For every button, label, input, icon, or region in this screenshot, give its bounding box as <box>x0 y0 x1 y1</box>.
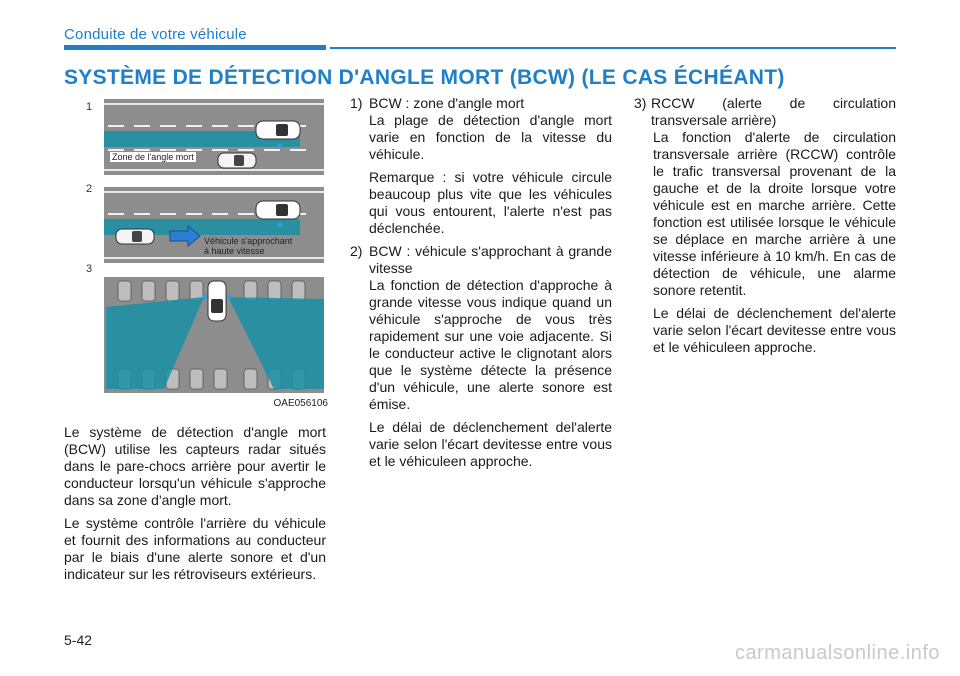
intro-paragraph-2: Le système contrôle l'arrière du véhicule et fournit des informations au conducteur par le biais d'une alerte sonore et d'un indicateur sur les rétroviseurs extérieurs. <box>64 515 326 582</box>
panel-rear-cross-traffic <box>104 277 324 393</box>
figure-number-3: 3 <box>86 263 93 275</box>
item-3-paragraph-1: La fonction d'alerte de circulation transversale arrière (RCCW) contrôle le trafic transversal provenant de la gauche et de la droite lorsque votre véhicule est en marche arrière. Cette fonction est utilisée lorsque le véhicule se déplace en marche arrière à une vitesse inférieure à 10 km/h. En cas de détection de véhicule, une alarme sonore retentit. <box>653 129 896 298</box>
item-1-paragraph-1: La plage de détection d'angle mort varie en fonction de la vitesse du véhicule. <box>369 112 612 162</box>
bcw-figure <box>84 95 328 413</box>
item-1-paragraph-2: Remarque : si votre véhicule circule beaucoup plus vite que les véhicules qui vous entourent, l'alerte n'est pas déclenchée. <box>369 169 612 236</box>
figure-number-2: 2 <box>86 183 93 195</box>
list-item-rccw <box>634 95 896 129</box>
item-title: RCCW (alerte de circulation transversale arrière) <box>651 95 896 128</box>
item-2-paragraph-2: Le délai de déclenchement del'alerte varie selon l'écart devitesse entre vous et le véhiculeen approche. <box>369 419 612 469</box>
panel-blind-spot <box>104 99 324 175</box>
watermark: carmanualsonline.info <box>734 642 940 664</box>
list-item-bcw-zone <box>350 95 612 112</box>
header-rule-thick <box>64 45 326 50</box>
label-zone: Zone de l'angle mort <box>112 152 194 162</box>
item-title: BCW : zone d'angle mort <box>369 95 525 111</box>
column-intro <box>64 424 326 589</box>
item-number: 1) <box>350 95 363 111</box>
label-vehicle-line1: Véhicule s'approchant <box>204 236 293 246</box>
item-3-paragraph-2: Le délai de déclenchement del'alerte varie selon l'écart devitesse entre vous et le véhiculeen approche. <box>653 305 896 355</box>
section-header: Conduite de votre véhicule <box>64 26 247 43</box>
label-vehicle-line2: à haute vitesse <box>204 246 265 256</box>
item-title: BCW : véhicule s'approchant à grande vitesse <box>369 243 612 276</box>
page-title: SYSTÈME DE DÉTECTION D'ANGLE MORT (BCW) (LE CAS ÉCHÉANT) <box>64 66 785 89</box>
intro-paragraph-1: Le système de détection d'angle mort (BCW) utilise les capteurs radar situés dans le pare-chocs arrière pour avertir le conducteur lorsqu'un véhicule s'approche dans sa zone d'angle mort. <box>64 424 326 508</box>
list-item-bcw-fast <box>350 243 612 277</box>
item-2-paragraph-1: La fonction de détection d'approche à grande vitesse vous indique quand un véhicule s'approche de vous très rapidement sur une voie adjacente. Si le conducteur active le clignotant alors que le système détecte la présence d'un véhicule, une alerte sonore est émise. <box>369 277 612 412</box>
header-rule-thin <box>330 47 896 49</box>
figure-number-1: 1 <box>86 101 93 113</box>
figure-code: OAE056106 <box>273 398 328 409</box>
column-bcw <box>350 95 612 476</box>
item-number: 2) <box>350 243 363 259</box>
page-number: 5-42 <box>64 632 93 648</box>
column-rccw <box>634 95 896 362</box>
item-number: 3) <box>634 95 647 111</box>
